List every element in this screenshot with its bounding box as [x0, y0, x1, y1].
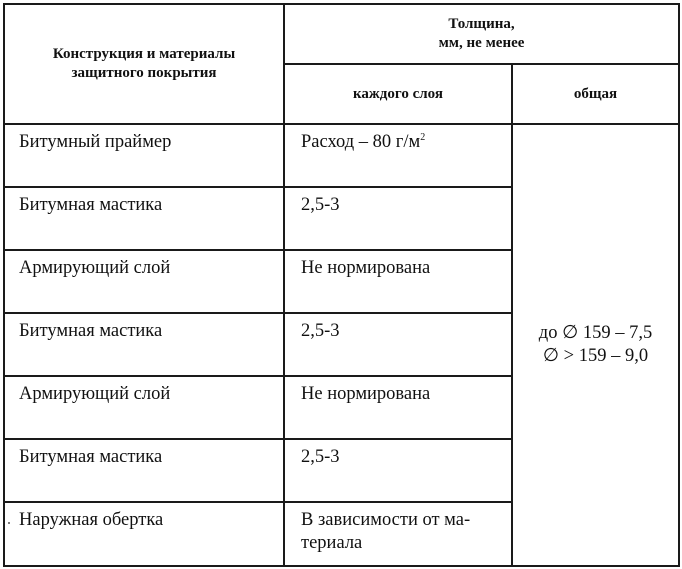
material-cell: Битумный праймер — [4, 124, 284, 187]
thickness-line-1: В зависимости от ма- — [301, 510, 471, 530]
header-thickness-line-1: Толщина, — [448, 16, 515, 33]
thickness-cell: 2,5-3 — [284, 313, 512, 376]
material-cell: Армирующий слой — [4, 376, 284, 439]
total-value-line-1: до ∅ 159 – 7,5 — [538, 322, 653, 343]
table-row — [4, 124, 679, 187]
thickness-cell — [284, 124, 512, 187]
material-cell: Армирующий слой — [4, 250, 284, 313]
protective-coating-table — [3, 3, 680, 567]
header-construction-text: Конструкция и материалы защитного покрытия — [52, 46, 236, 81]
header-total: общая — [512, 64, 679, 124]
thickness-cell — [284, 502, 512, 566]
thickness-cell: Не нормирована — [284, 250, 512, 313]
thickness-line-2: териала — [301, 533, 363, 554]
header-thickness-line-2: мм, не менее — [438, 35, 525, 51]
header-thickness-group — [284, 4, 679, 64]
thickness-text: Расход – 80 г/м — [301, 132, 421, 152]
thickness-cell: Не нормирована — [284, 376, 512, 439]
header-construction — [4, 4, 284, 124]
thickness-cell: 2,5-3 — [284, 439, 512, 502]
material-cell: Битумная мастика — [4, 439, 284, 502]
unit-superscript: 2 — [420, 131, 426, 143]
scan-speck — [8, 522, 10, 524]
total-thickness-cell — [512, 124, 679, 566]
header-each-layer: каждого слоя — [284, 64, 512, 124]
material-cell: Битумная мастика — [4, 313, 284, 376]
total-value-line-2: ∅ > 159 – 9,0 — [542, 346, 649, 366]
thickness-cell: 2,5-3 — [284, 187, 512, 250]
material-cell: Наружная обертка — [4, 502, 284, 566]
material-cell: Битумная мастика — [4, 187, 284, 250]
